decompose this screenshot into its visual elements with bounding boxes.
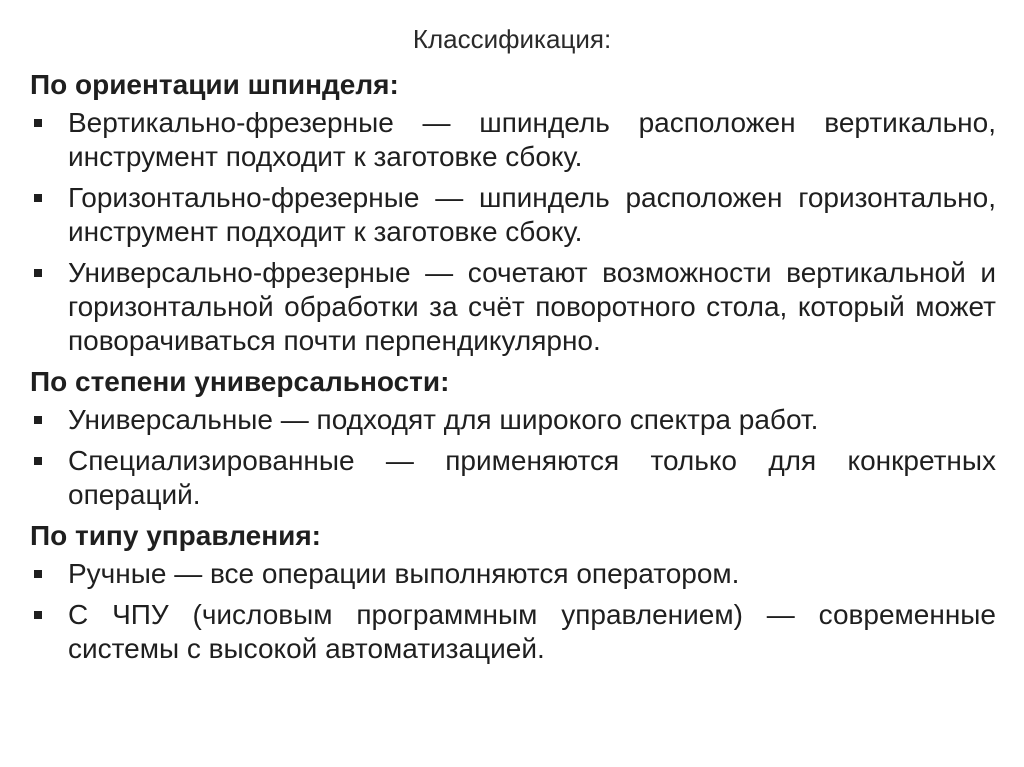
section-heading-universality: По степени универсальности: — [30, 366, 450, 397]
list-item-text: Универсально-фрезерные — сочетают возможности вертикальной и горизонтальной обработки за счёт поворотного стола, который может поворачиваться почти перпендикулярно. — [68, 257, 996, 356]
square-bullet-icon — [34, 457, 42, 465]
list-item — [30, 444, 996, 512]
section-list-spindle — [30, 106, 996, 358]
list-item-text: С ЧПУ (числовым программным управлением) — современные системы с высокой автоматизацией. — [68, 599, 996, 664]
square-bullet-icon — [34, 416, 42, 424]
section-list-universality — [30, 403, 996, 512]
square-bullet-icon — [34, 611, 42, 619]
square-bullet-icon — [34, 269, 42, 277]
square-bullet-icon — [34, 119, 42, 127]
list-item — [30, 598, 996, 666]
list-item-text: Ручные — все операции выполняются оператором. — [68, 558, 740, 589]
slide-title: Классификация: — [412, 24, 612, 54]
slide-content — [30, 68, 996, 673]
list-item — [30, 256, 996, 358]
square-bullet-icon — [34, 570, 42, 578]
section-heading-spindle: По ориентации шпинделя: — [30, 69, 399, 100]
list-item-text: Горизонтально-фрезерные — шпиндель расположен горизонтально, инструмент подходит к заготовке сбоку. — [68, 182, 996, 247]
section-heading-control: По типу управления: — [30, 520, 321, 551]
list-item-text: Специализированные — применяются только для конкретных операций. — [68, 445, 996, 510]
square-bullet-icon — [34, 194, 42, 202]
list-item — [30, 403, 996, 437]
list-item — [30, 106, 996, 174]
section-list-control — [30, 557, 996, 666]
list-item-text: Вертикально-фрезерные — шпиндель расположен вертикально, инструмент подходит к заготовке сбоку. — [68, 107, 996, 172]
list-item — [30, 557, 996, 591]
list-item-text: Универсальные — подходят для широкого спектра работ. — [68, 404, 819, 435]
list-item — [30, 181, 996, 249]
